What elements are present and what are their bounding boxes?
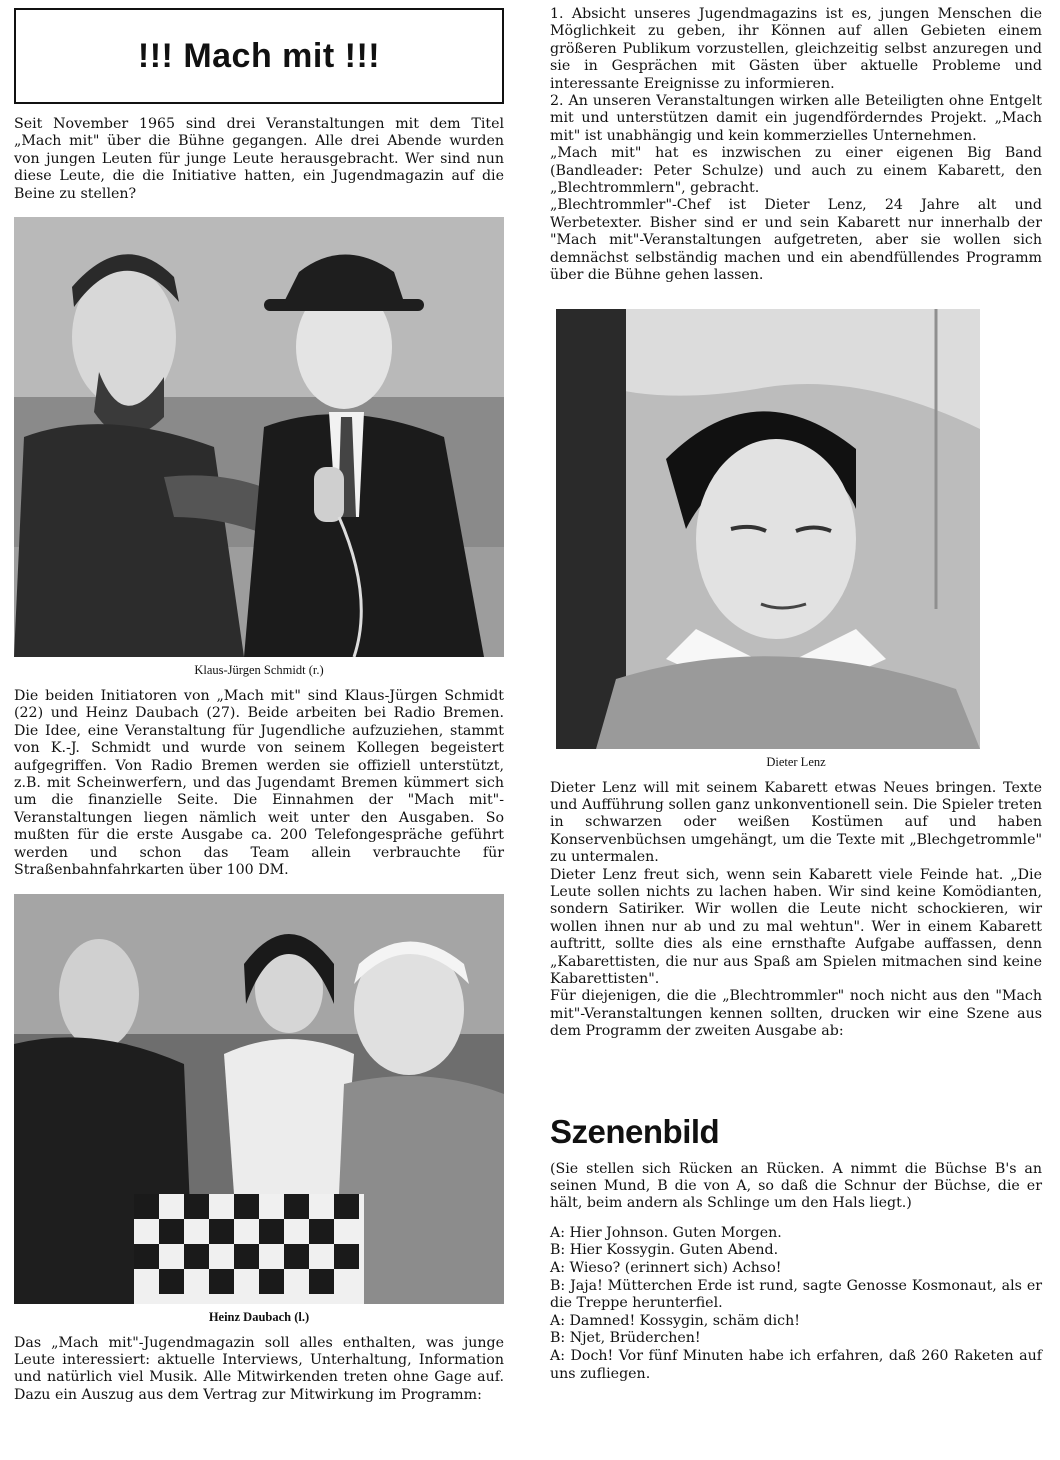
- kabarett-paragraph-3: Für diejenigen, die die „Blechtrommler" noch nicht aus den "Mach mit"-Veranstaltungen kennen sollten, drucken wir eine Szene aus dem Programm der zweiten Ausgabe ab:: [550, 988, 1042, 1040]
- kabarett-paragraph-2: Dieter Lenz freut sich, wenn sein Kabarett viele Feinde hat. „Die Leute sollen nichts zu lachen haben. Wir sind keine Komödianten, sondern Satiriker. Wir wollen die Leute nicht schockieren, wir wollen ihnen nur ab und zu mal wehtun". Wer in einem Kabarett auftritt, sollte dies als eine ernsthafte Aufgabe auffassen, denn „Kabarettisten, die nur aus Spaß am Spielen mitmachen sind keine Kabarettisten".: [550, 866, 1042, 987]
- left-column: [14, 8, 504, 1404]
- dialog-line: B: Jaja! Mütterchen Erde ist rund, sagte Genosse Kosmonaut, als er die Treppe herunterfiel.: [550, 1277, 1042, 1312]
- photo-illustration: [14, 217, 504, 657]
- dialog-line: B: Hier Kossygin. Guten Abend.: [550, 1242, 779, 1259]
- photo-three-people-table: [14, 894, 504, 1304]
- stage-direction: (Sie stellen sich Rücken an Rücken. A nimmt die Büchse B's an seinen Mund, B die von A, so daß die Schnur der Büchse, die er hält, beim andern als Schlinge um den Hals liegt.): [550, 1160, 1042, 1212]
- dialog-line: B: Njet, Brüderchen!: [550, 1330, 701, 1347]
- photo3-caption: Dieter Lenz: [766, 754, 826, 769]
- page-title: !!! Mach mit !!!: [137, 36, 381, 75]
- right-column: [550, 6, 1042, 1383]
- title-box: [14, 8, 504, 104]
- dialog-line: A: Hier Johnson. Guten Morgen.: [550, 1224, 782, 1241]
- contract-point-1: 1. Absicht unseres Jugendmagazins ist es, jungen Menschen die Möglichkeit zu geben, ihr Können auf allen Gebieten einem größeren Publikum vorzustellen, gleichzeitig selbst anzuregen und sie in Gesprächen mit Gästen über aktuelle Probleme und interessante Ereignisse zu informieren.: [550, 6, 1042, 92]
- magazine-paragraph: Das „Mach mit"-Jugendmagazin soll alles enthalten, was junge Leute interessiert: aktuelle Interviews, Unterhaltung, Information und natürlich viel Musik. Alle Mitwirkenden treten ohne Gage auf. Dazu ein Auszug aus dem Vertrag zur Mitwirkung im Programm:: [14, 1334, 504, 1403]
- bigband-paragraph: „Mach mit" hat es inzwischen zu einer eigenen Big Band (Bandleader: Peter Schulze) und auch zu einem Kabarett, den „Blechtrommlern", gebracht.: [550, 145, 1042, 197]
- photo2-caption: Heinz Daubach (l.): [208, 1309, 310, 1324]
- dialog-line: A: Doch! Vor fünf Minuten habe ich erfahren, daß 260 Raketen auf uns zufliegen.: [550, 1347, 1042, 1382]
- scene-dialog: [550, 1225, 1042, 1383]
- scene-title: Szenenbild: [550, 1112, 720, 1150]
- photo-portrait-young-man: [556, 309, 980, 749]
- dialog-line: A: Wieso? (erinnert sich) Achso!: [550, 1260, 782, 1276]
- kabarett-paragraph-1: Dieter Lenz will mit seinem Kabarett etwas Neues bringen. Texte und Aufführung sollen ganz unkonventionell sein. Die Spieler treten in schwarzen oder weißen Kostümen auf und haben Konservenbüchsen umgehängt, um die Texte mit „Blechgetrommle" zu untermalen.: [550, 779, 1042, 866]
- photo-illustration: [556, 309, 980, 749]
- photo1-caption: Klaus-Jürgen Schmidt (r.): [194, 663, 324, 678]
- dialog-line: A: Damned! Kossygin, schäm dich!: [550, 1312, 800, 1329]
- photo-illustration: [14, 894, 504, 1304]
- intro-paragraph: Seit November 1965 sind drei Veranstaltungen mit dem Titel „Mach mit" über die Bühne gegangen. Alle drei Abende wurden von jungen Leuten für junge Leute herausgebracht. Wer sind nun diese Leute, die die Initiative hatten, ein Jugendmagazin auf die Beine zu stellen?: [14, 116, 504, 202]
- chef-paragraph: „Blechtrommler"-Chef ist Dieter Lenz, 24 Jahre alt und Werbetexter. Bisher sind er und sein Kabarett nur innerhalb der "Mach mit"-Veranstaltungen aufgetreten, aber sie wollen sich demnächst selbständig machen und ein abendfüllendes Programm über die Bühne gehen lassen.: [550, 197, 1042, 284]
- contract-point-2: 2. An unseren Veranstaltungen wirken alle Beteiligten ohne Entgelt mit und unterstützen damit ein jugendförderndes Projekt. „Mach mit" ist unabhängig und kein kommerzielles Unternehmen.: [550, 93, 1042, 144]
- photo-two-men-interview: [14, 217, 504, 657]
- initiators-paragraph: Die beiden Initiatoren von „Mach mit" sind Klaus-Jürgen Schmidt (22) und Heinz Daubach (27). Beide arbeiten bei Radio Bremen. Die Idee, eine Veranstaltung für Jugendliche aufzuziehen, stammt von K.-J. Schmidt und wurde von seinem Kollegen begeistert aufgegriffen. Von Radio Bremen werden sie offiziell unterstützt, z.B. mit Scheinwerfern, und das Jugendamt Bremen kümmert sich um die finanzielle Seite. Die Einnahmen der "Mach mit"-Veranstaltungen liegen nämlich weit unter den Ausgaben. So mußten für die erste Ausgabe ca. 200 Telefongespräche geführt werden und schon das Team allein verbrauchte für Straßenbahnfahrkarten über 100 DM.: [14, 688, 504, 879]
